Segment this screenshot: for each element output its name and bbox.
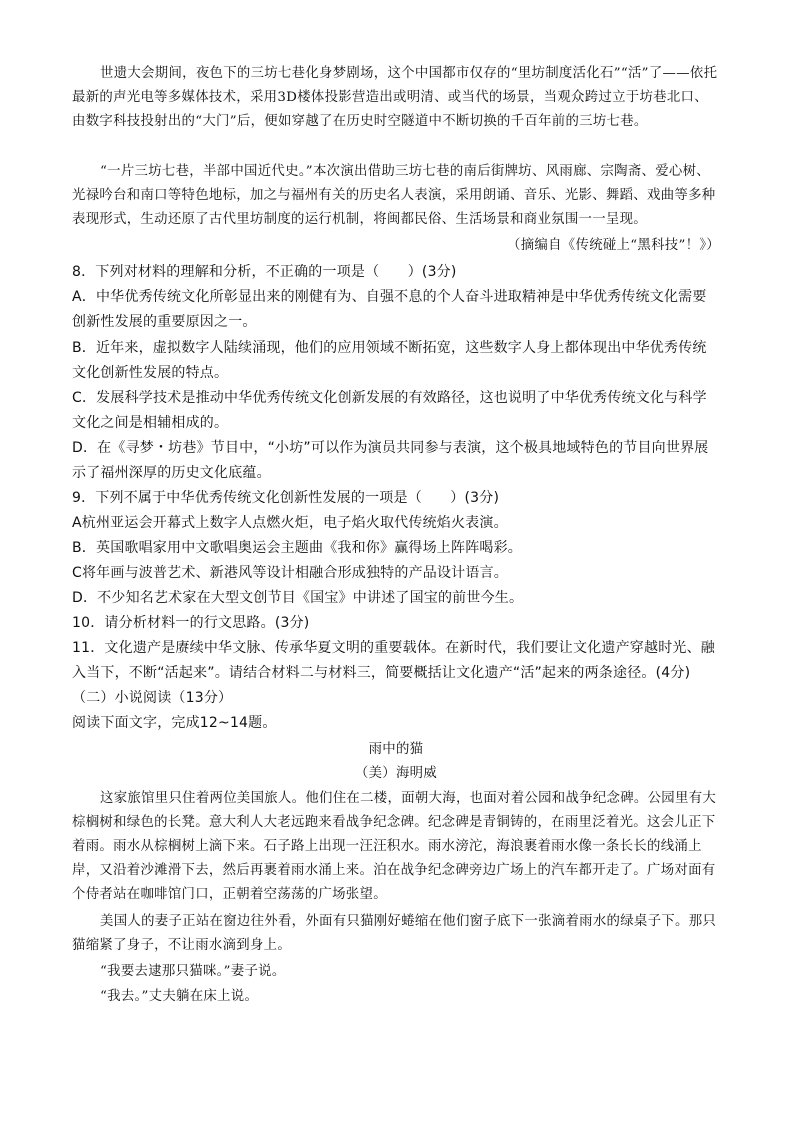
question-9-option-b: B．英国歌唱家用中文歌唱奥运会主题曲《我和你》赢得场上阵阵喝彩。	[72, 540, 523, 556]
question-8-option-c: C．发展科学技术是推动中华优秀传统文化创新发展的有效路径，这也说明了中华优秀传统文化与科学文化之间是相辅相成的。	[72, 390, 707, 431]
story-title: 雨中的猫	[368, 742, 424, 757]
question-9-stem: 9．下列不属于中华优秀传统文化创新性发展的一项是（ ）(3分)	[72, 490, 500, 506]
section-instruction: 阅读下面文字，完成12~14题。	[72, 715, 277, 731]
question-11: 11．文化遗产是赓续中华文脉、传承华夏文明的重要载体。在新时代，我们要让文化遗产穿越时光、融入当下，不断“活起来”。请结合材料二与材料三，简要概括让文化遗产“活”起来的两条途径。(4分)	[72, 640, 716, 681]
story-paragraph-4: “我去。”丈夫躺在床上说。	[100, 989, 259, 1004]
question-8-option-a: A．中华优秀传统文化所彰显出来的刚健有为、自强不息的个人奋斗进取精神是中华优秀传统文化需要创新性发展的重要原因之一。	[72, 289, 707, 330]
question-10: 10．请分析材料一的行文思路。(3分)	[72, 615, 310, 631]
question-8-stem: 8．下列对材料的理解和分析，不正确的一项是（ ）(3分)	[72, 264, 457, 280]
story-author: （美）海明威	[354, 766, 438, 781]
material3-paragraph-2: “一片三坊七巷，半部中国近代史。”本次演出借助三坊七巷的南后街牌坊、风雨廊、宗陶斋、爱心树、光禄吟台和南口等特色地标，加之与福州有关的历史名人表演，采用朗诵、音乐、光影、舞蹈、戏曲等多种表现形式，生动还原了古代里坊制度的运行机制，将闽都民俗、生活场景和商业氛围一一呈现。	[72, 164, 716, 227]
material3-source: （摘编自《传统碰上“黑科技”！》）	[507, 238, 720, 253]
story-paragraph-2: 美国人的妻子正站在窗边往外看，外面有只猫刚好蜷缩在他们窗子底下一张滴着雨水的绿桌子下。那只猫缩紧了身子，不让雨水滴到身上。	[72, 914, 717, 953]
story-paragraph-3: “我要去逮那只猫咪。”妻子说。	[100, 964, 286, 979]
question-9-option-a: A杭州亚运会开幕式上数字人点燃火炬，电子焰火取代传统焰火表演。	[72, 515, 508, 531]
question-8-option-b: B．近年来，虚拟数字人陆续涌现，他们的应用领域不断拓宽，这些数字人身上都体现出中华优秀传统文化创新性发展的特点。	[72, 340, 707, 381]
story-paragraph-1: 这家旅馆里只住着两位美国旅人。他们住在二楼，面朝大海，也面对着公园和战争纪念碑。公园里有大棕榈树和绿色的长凳。意大利人大老远跑来看战争纪念碑。纪念碑是青铜铸的，在雨里泛着光。这会儿正下着雨。雨水从棕榈树上滴下来。石子路上出现一汪汪积水。雨水滂沱，海浪裹着雨水像一条长长的线涌上岸，又沿着沙滩滑下去，然后再裹着雨水涌上来。泊在战争纪念碑旁边广场上的汽车都开走了。广场对面有个侍者站在咖啡馆门口，正朝着空荡荡的广场张望。	[72, 791, 717, 902]
material3-paragraph-1: 世遗大会期间，夜色下的三坊七巷化身梦剧场，这个中国都市仅存的“里坊制度活化石”“活”了——依托最新的声光电等多媒体技术，采用3D楼体投影营造出或明清、或当代的场景，当观众跨过立于坊巷北口、由数字科技投射出的“大门”后，便如穿越了在历史时空隧道中不断切换的千百年前的三坊七巷。	[72, 66, 718, 129]
section-heading: （二）小说阅读（13分）	[72, 690, 233, 706]
question-9-option-c: C将年画与波普艺术、新港风等设计相融合形成独特的产品设计语言。	[72, 565, 508, 581]
question-8-option-d: D．在《寻梦・坊巷》节目中，“小坊”可以作为演员共同参与表演，这个极具地域特色的节目向世界展示了福州深厚的历史文化底蕴。	[72, 440, 709, 481]
question-9-option-d: D．不少知名艺术家在大型文创节目《国宝》中讲述了国宝的前世今生。	[72, 590, 524, 606]
